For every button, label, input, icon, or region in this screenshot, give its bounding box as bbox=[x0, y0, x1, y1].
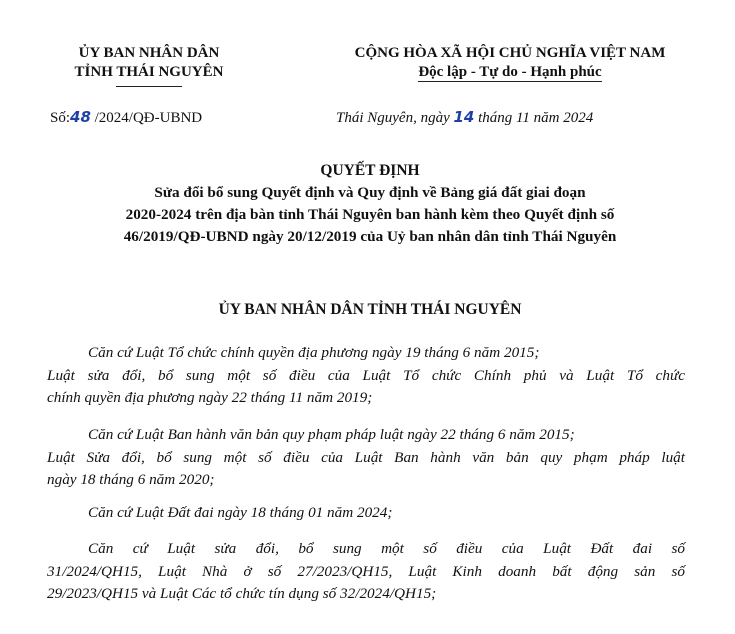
decision-subject-line-1: Sửa đổi bổ sung Quyết định và Quy định về Bảng giá đất giai đoạn bbox=[154, 184, 586, 201]
document-number-handwritten: 48 bbox=[70, 108, 91, 126]
date-prefix: Thái Nguyên, ngày bbox=[336, 110, 450, 126]
paragraph-line: ngày 18 tháng 6 năm 2020; bbox=[47, 471, 215, 488]
decision-heading: QUYẾT ĐỊNH bbox=[320, 162, 420, 179]
legal-basis-paragraph-2 bbox=[47, 424, 685, 492]
paragraph-line: 29/2023/QH15 và Luật Các tổ chức tín dụng số 32/2024/QH15; bbox=[47, 585, 437, 602]
issuer-line-2: TỈNH THÁI NGUYÊN bbox=[74, 64, 224, 80]
legal-basis-paragraph-3 bbox=[47, 502, 685, 525]
decision-title-block bbox=[20, 160, 720, 248]
national-header-block bbox=[300, 44, 720, 82]
document-number bbox=[50, 108, 202, 127]
issuing-authority-heading: ỦY BAN NHÂN DÂN TỈNH THÁI NGUYÊN bbox=[218, 301, 522, 318]
document-number-prefix: Số: bbox=[50, 110, 71, 126]
paragraph-line: chính quyền địa phương ngày 22 tháng 11 năm 2019; bbox=[47, 389, 373, 406]
legal-basis-paragraph-1 bbox=[47, 342, 685, 410]
paragraph-line: Luật sửa đổi, bổ sung một số điều của Luật Tổ chức Chính phủ và Luật Tổ chức bbox=[47, 366, 685, 384]
national-motto: Độc lập - Tự do - Hạnh phúc bbox=[418, 64, 602, 80]
document-number-suffix: /2024/QĐ-UBND bbox=[94, 110, 203, 126]
issuer-underline-divider bbox=[116, 86, 182, 87]
decision-subject-line-3: 46/2019/QĐ-UBND ngày 20/12/2019 của Uỷ ban nhân dân tỉnh Thái Nguyên bbox=[123, 228, 617, 245]
decision-subject-line-2: 2020-2024 trên địa bàn tỉnh Thái Nguyên ban hành kèm theo Quyết định số bbox=[125, 206, 615, 223]
paragraph-line: Căn cứ Luật Ban hành văn bản quy phạm pháp luật ngày 22 tháng 6 năm 2015; bbox=[88, 426, 575, 443]
paragraph-line: Căn cứ Luật sửa đổi, bổ sung một số điều của Luật Đất đai số bbox=[88, 540, 685, 557]
paragraph-line: Luật Sửa đổi, bổ sung một số điều của Luật Ban hành văn bản quy phạm pháp luật bbox=[47, 448, 685, 466]
paragraph-line: Căn cứ Luật Đất đai ngày 18 tháng 01 năm 2024; bbox=[88, 504, 393, 521]
legal-basis-paragraph-4 bbox=[47, 538, 685, 606]
date-suffix: tháng 11 năm 2024 bbox=[478, 110, 594, 126]
date-line bbox=[336, 108, 593, 127]
paragraph-line: Căn cứ Luật Tổ chức chính quyền địa phương ngày 19 tháng 6 năm 2015; bbox=[88, 344, 540, 361]
issuer-block bbox=[52, 44, 246, 82]
issuer-line-1: ỦY BAN NHÂN DÂN bbox=[78, 45, 220, 61]
nation-name: CỘNG HÒA XÃ HỘI CHỦ NGHĨA VIỆT NAM bbox=[354, 45, 666, 61]
paragraph-line: 31/2024/QH15, Luật Nhà ở số 27/2023/QH15, Luật Kinh doanh bất động sản số bbox=[47, 562, 685, 580]
date-day-handwritten: 14 bbox=[453, 108, 475, 126]
